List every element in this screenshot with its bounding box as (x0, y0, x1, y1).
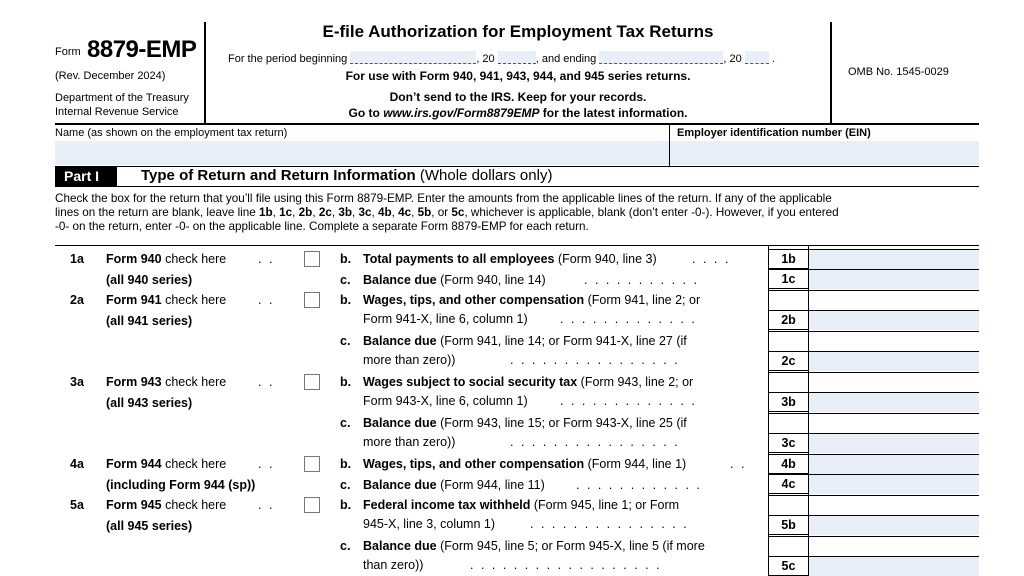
line-2b-letter: b. (340, 293, 352, 307)
form-number: 8879-EMP (87, 36, 197, 63)
line-3c-label-2: more than zero)) (363, 435, 456, 449)
line-5c-box-label: 5c (768, 556, 808, 576)
line-4a-label: Form 944 check here (106, 457, 227, 471)
line-3c-letter: c. (340, 416, 351, 430)
department-line-2: Internal Revenue Service (55, 106, 179, 118)
form-id-block (55, 22, 205, 124)
line-5c-leader: . . . . . . . . . . . . . . . . . . (470, 558, 662, 572)
line-4b-label: Wages, tips, and other compensation (Form 944, line 1) (363, 457, 687, 471)
line-3b-leader: . . . . . . . . . . . . . (560, 394, 697, 408)
line-3a-label: Form 943 check here (106, 375, 227, 389)
period-year-label: , 20 (476, 53, 495, 65)
line-5a-label: Form 945 check here (106, 498, 227, 512)
irs-url-link[interactable]: www.irs.gov/Form8879EMP (383, 106, 540, 120)
line-3a-number: 3a (70, 375, 84, 389)
line-5a-leader: . . (258, 498, 275, 512)
form-title: E-file Authorization for Employment Tax Returns (322, 22, 714, 41)
header-divider-right (830, 22, 832, 124)
part-1-header (55, 167, 979, 187)
line-4b-leader: . . (730, 457, 747, 471)
line-4c-leader: . . . . . . . . . . . . (576, 478, 702, 492)
line-2a-label: Form 941 check here (106, 293, 227, 307)
line-1c-letter: c. (340, 273, 351, 287)
line-2a-leader: . . (258, 293, 275, 307)
form-revision: (Rev. December 2024) (55, 70, 166, 82)
line-2b-leader: . . . . . . . . . . . . . (560, 312, 697, 326)
form-944-checkbox[interactable] (304, 456, 320, 472)
line-5c-letter: c. (340, 539, 351, 553)
line-4c-box-label: 4c (768, 474, 808, 494)
form-subtitle-website: Go to www.irs.gov/Form8879EMP for the latest information. (348, 106, 688, 120)
name-label: Name (as shown on the employment tax return) (55, 127, 288, 139)
line-5b-leader: . . . . . . . . . . . . . . . (530, 517, 689, 531)
line-2c-amount-input[interactable] (808, 351, 979, 371)
line-3b-label-2: Form 943-X, line 6, column 1) (363, 394, 528, 408)
line-3b-amount-spacer (809, 372, 979, 392)
line-3c-amount-input[interactable] (808, 433, 979, 453)
line-2a-note: (all 941 series) (106, 314, 193, 328)
line-2a-number: 2a (70, 293, 84, 307)
line-1b-leader: . . . . (692, 252, 731, 266)
line-3c-label: Balance due (Form 943, line 15; or Form 943-X, line 25 (if (363, 416, 687, 430)
line-5c-amount-input[interactable] (808, 556, 979, 576)
line-3c-box-label: 3c (768, 433, 808, 453)
line-5b-spacer (769, 495, 808, 515)
line-5b-box-label: 5b (768, 515, 808, 535)
period-end-label: , and ending (535, 53, 597, 65)
line-1c-leader: . . . . . . . . . . . (584, 273, 699, 287)
line-5b-amount-spacer (809, 495, 979, 515)
part-1-instructions: Check the box for the return that you’ll file using this Form 8879-EMP. Enter the amounts from the applicable lines of the return. If any of the applicable lines on the return are blank, leave line 1b, 1c, 2b, 2c, 3b, 3c, 4b, 4c, 5b, or 5c, whichever is applicable, blank (don’t enter -0-). However, if you entered -0- on the return, enter -0- on the applicable line. Complete a separate Form 8879-EMP for each return. (55, 192, 839, 233)
line-3b-spacer (769, 372, 808, 392)
part-1-title: Type of Return and Return Information (Whole dollars only) (141, 167, 553, 184)
ein-label: Employer identification number (EIN) (677, 127, 871, 139)
line-1b-box-label: 1b (768, 249, 808, 269)
line-3c-amount-spacer (809, 413, 979, 433)
line-3c-leader: . . . . . . . . . . . . . . . . (510, 435, 680, 449)
line-3a-note: (all 943 series) (106, 396, 193, 410)
line-5b-label: Federal income tax withheld (Form 945, line 1; or Form (363, 498, 680, 512)
line-4b-letter: b. (340, 457, 352, 471)
form-subtitle-keep: Don’t send to the IRS. Keep for your records. (389, 90, 647, 104)
line-2b-amount-input[interactable] (808, 310, 979, 330)
name-ein-row (55, 125, 979, 167)
line-3b-label: Wages subject to social security tax (Form 943, line 2; or (363, 375, 694, 389)
line-1c-label: Balance due (Form 940, line 14) (363, 273, 546, 287)
form-word: Form (55, 46, 81, 58)
line-5b-amount-input[interactable] (808, 515, 979, 535)
line-5a-note: (all 945 series) (106, 519, 193, 533)
line-2b-label-2: Form 941-X, line 6, column 1) (363, 312, 528, 326)
line-4c-letter: c. (340, 478, 351, 492)
line-1a-number: 1a (70, 252, 84, 266)
line-2c-amount-spacer (809, 331, 979, 351)
line-5b-label-2: 945-X, line 3, column 1) (363, 517, 496, 531)
form-941-checkbox[interactable] (304, 292, 320, 308)
tax-period-row (228, 51, 775, 65)
ein-input[interactable] (670, 141, 979, 165)
line-4a-note: (including Form 944 (sp)) (106, 478, 256, 492)
line-2c-box-label: 2c (768, 351, 808, 371)
line-3b-amount-input[interactable] (808, 392, 979, 412)
part-1-tag: Part I (55, 167, 117, 186)
line-1a-note: (all 940 series) (106, 273, 193, 287)
department-line-1: Department of the Treasury (55, 92, 189, 104)
line-1b-letter: b. (340, 252, 352, 266)
period-end-field[interactable] (599, 51, 723, 64)
line-1a-leader: . . (258, 252, 275, 266)
line-3a-leader: . . (258, 375, 275, 389)
line-5b-letter: b. (340, 498, 352, 512)
line-3c-spacer (769, 413, 808, 433)
line-1c-box-label: 1c (768, 269, 808, 289)
line-4c-label: Balance due (Form 944, line 11) (363, 478, 545, 492)
line-2c-letter: c. (340, 334, 351, 348)
line-4c-amount-input[interactable] (808, 474, 979, 494)
period-year-label-2: , 20 (723, 53, 742, 65)
line-2c-label: Balance due (Form 941, line 14; or Form 941-X, line 27 (if (363, 334, 687, 348)
line-2c-label-2: more than zero)) (363, 353, 456, 367)
form-subtitle-usage: For use with Form 940, 941, 943, 944, and 945 series returns. (345, 69, 691, 83)
line-5c-spacer (769, 536, 808, 556)
line-2b-amount-spacer (809, 290, 979, 310)
line-5c-amount-spacer (809, 536, 979, 556)
line-3b-letter: b. (340, 375, 352, 389)
line-1a-label: Form 940 check here (106, 252, 227, 266)
line-2b-spacer (769, 290, 808, 310)
period-begin-year-field[interactable] (498, 51, 536, 64)
instructions-rule (55, 245, 979, 246)
line-5c-label: Balance due (Form 945, line 5; or Form 945-X, line 5 (if more (363, 539, 705, 553)
line-1b-label: Total payments to all employees (Form 940, line 3) (363, 252, 657, 266)
line-2c-spacer (769, 331, 808, 351)
line-4a-number: 4a (70, 457, 84, 471)
line-4b-box-label: 4b (768, 454, 808, 474)
period-end-year-field[interactable] (745, 51, 769, 64)
line-1c-amount-input[interactable] (808, 269, 979, 289)
form-header (0, 0, 1024, 124)
line-5c-label-2: than zero)) (363, 558, 424, 572)
line-4a-leader: . . (258, 457, 275, 471)
period-begin-label: For the period beginning (228, 53, 348, 65)
line-2b-label: Wages, tips, and other compensation (Form 941, line 2; or (363, 293, 701, 307)
form-945-checkbox[interactable] (304, 497, 320, 513)
line-4b-amount-input[interactable] (808, 454, 979, 474)
period-begin-field[interactable] (350, 51, 476, 64)
form-940-checkbox[interactable] (304, 251, 320, 267)
line-5a-number: 5a (70, 498, 84, 512)
form-943-checkbox[interactable] (304, 374, 320, 390)
line-1b-amount-input[interactable] (808, 249, 979, 269)
line-3b-box-label: 3b (768, 392, 808, 412)
form-title-block (206, 22, 830, 124)
name-input[interactable] (55, 141, 669, 165)
line-2b-box-label: 2b (768, 310, 808, 330)
omb-number: OMB No. 1545-0029 (848, 66, 949, 78)
period-end-punct: . (771, 53, 775, 65)
line-2c-leader: . . . . . . . . . . . . . . . . (510, 353, 680, 367)
